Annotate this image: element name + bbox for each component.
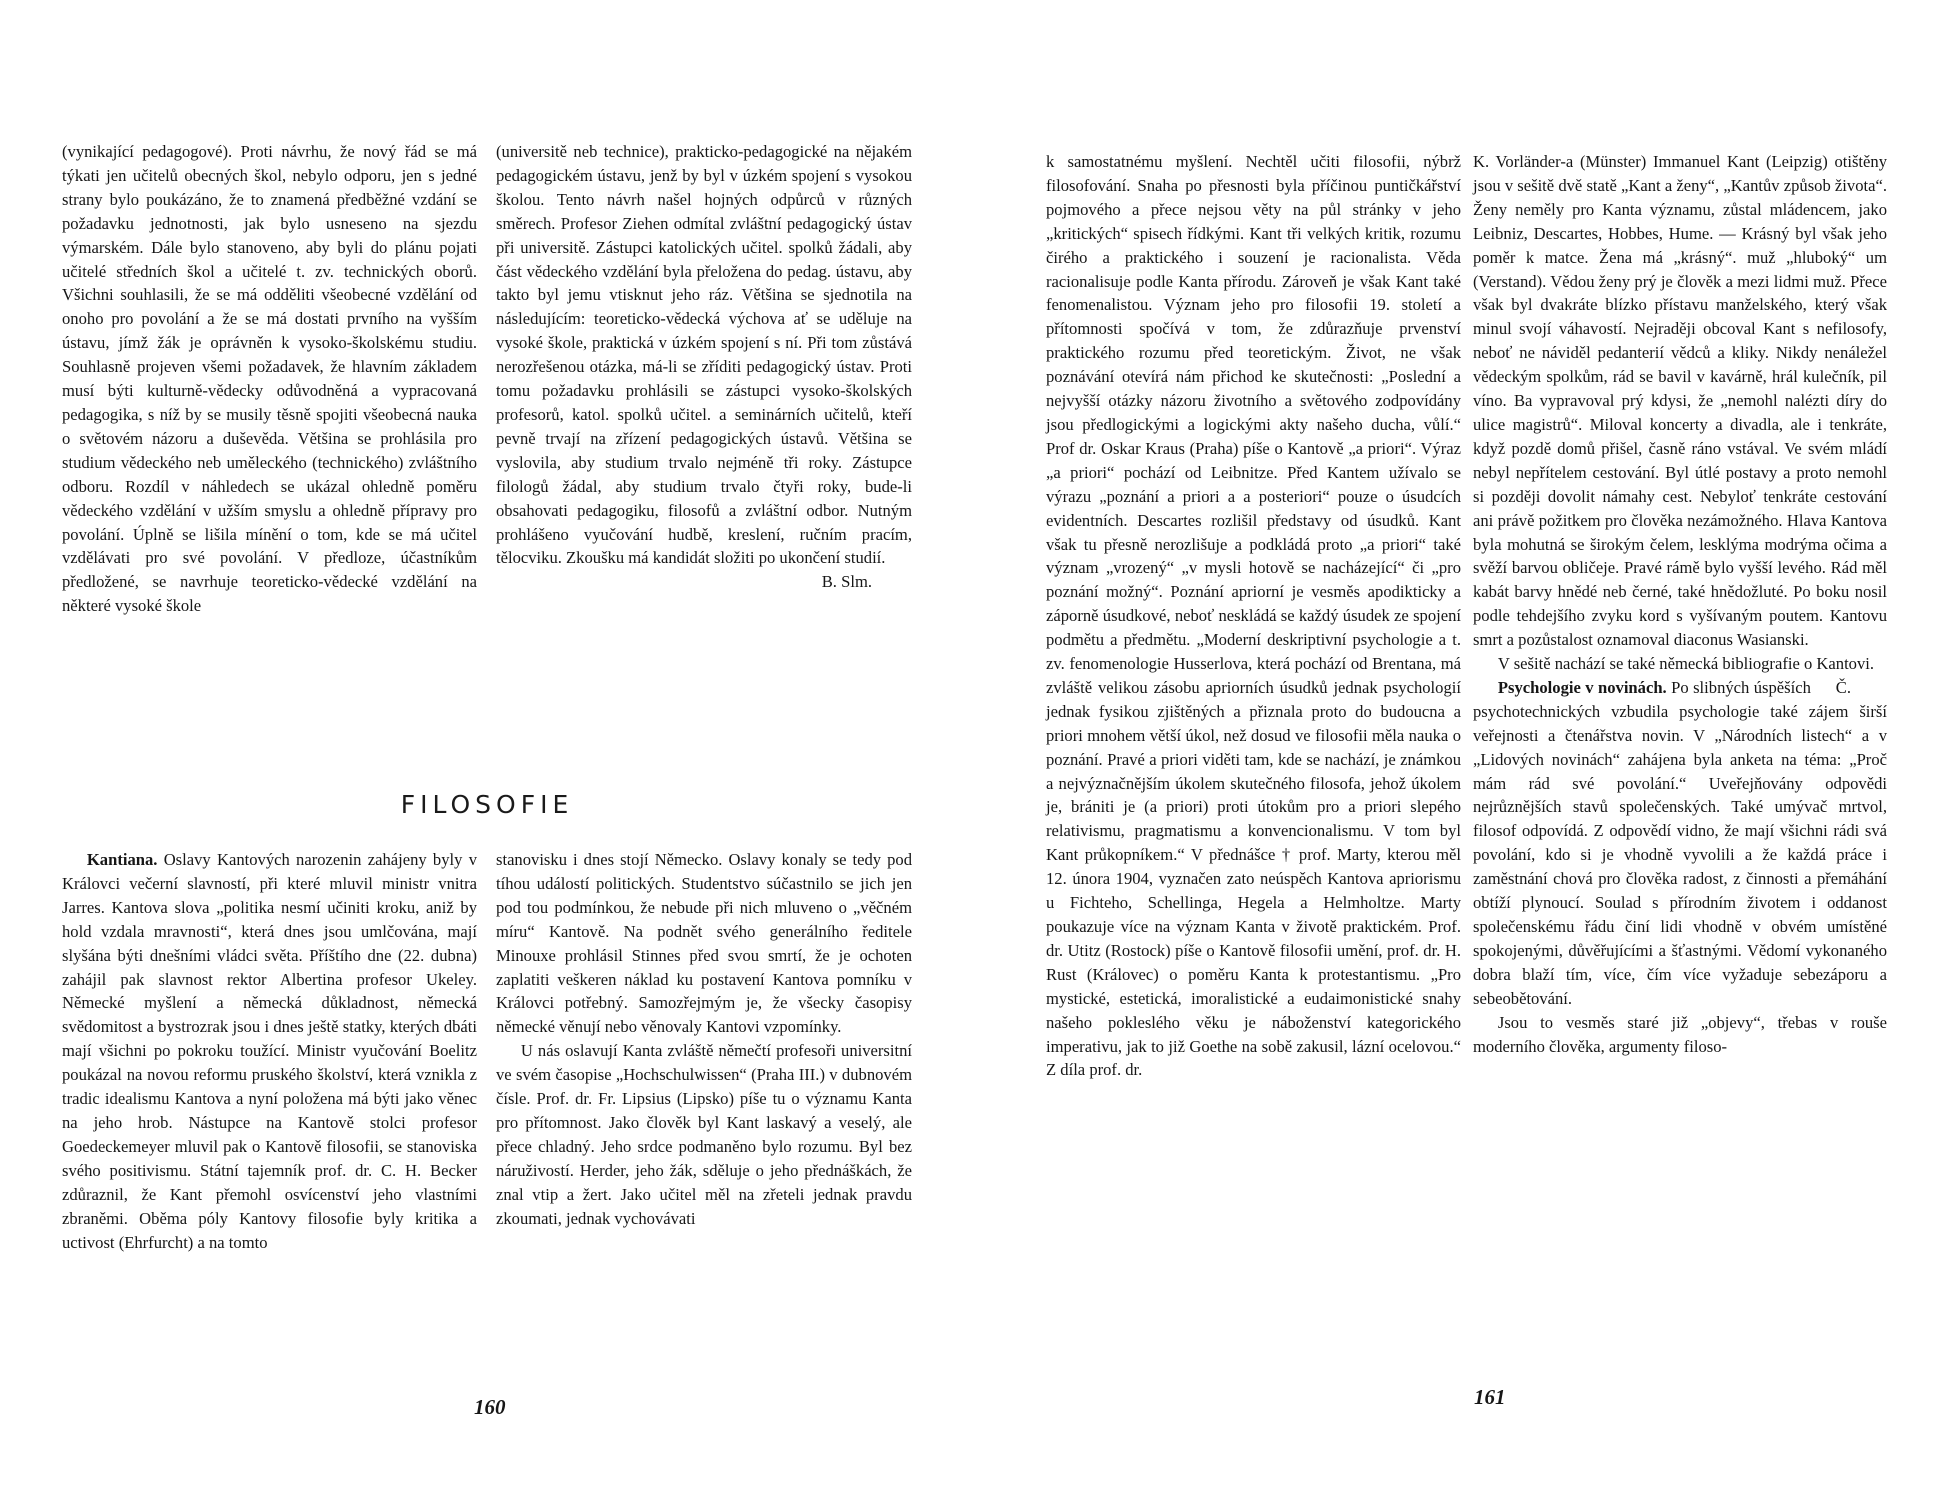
left-page-column-4 (496, 848, 912, 1231)
paragraph-text: V sešitě nachází se také německá bibliografie o Kantovi. (1497, 654, 1875, 674)
paragraph: K. Vorländer-a (Münster) Immanuel Kant (Leipzig) otištěny jsou v sešitě dvě statě „Kant a ženy“, „Kantův způsob života“. Ženy neměly pro Kanta významu, zůstal mládencem, jako Leibniz, Descartes, Hobbes, Hume. — Krásný byl však jeho poměr k matce. Žena má „krásný“. muž „hluboký“ um (Verstand). Vědou ženy prý je člověk a mezi lidmi muž. Přece však byl dvakráte blízko přístavu manželského, který však minul svojí váhavostí. Nejraději obcoval Kant s nefilosofy, neboť ne náviděl pedanterií vědců a kliky. Nikdy nenáležel vědeckým spolkům, rád se bavil v kavárně, hrál kulečník, pil víno. Ba vypravoval prý kdysi, že „nemohl nalézti díry do ulice magistrů“. Miloval koncerty a divadla, ale i tenkráte, když pozdě domů přišel, časně ráno vstával. Ve svém mládí nebyl nepřítelem cestování. Byl útlé postavy a proto nemohl si později dovolit námahy cest. Nebyloť tenkráte cestování ani právě požitkem pro člověka nezámožného. Hlava Kantova byla mohutná se širokým čelem, lesklýma modrýma očima a svěží barvou obličeje. Pravé rámě bylo vyšší levého. Rád měl kabát barvy hnědé neb černé, také hnědožluté. Po boku nosil podle tehdejšího zvyku kord s vyšívaným poutem. Kantovu smrt a pozůstalost oznamoval diaconus Wasianski. (1473, 152, 1887, 650)
paragraph (1473, 676, 1887, 1011)
paragraph: k samostatnému myšlení. Nechtěl učiti filosofii, nýbrž filosofování. Snaha po přesnosti byla příčinou puntičkářství pojmového a přece nejsou věty na půl stránky v jeho „kritických“ spisech řídkými. Kant tři velkých kritik, rozumu čirého a praktického i souzení je racionalista. Věda racionalisuje podle Kanta přírodu. Zároveň je však Kant také fenomenalistou. Význam jeho pro filosofii 19. století a přítomnosti spočívá v tom, že zdůrazňuje prvenství praktického rozumu před teoretickým. Život, ne však poznávání otevírá nám přichod ke skutečnosti: „Poslední a nejvyšší otázky názoru životního a světového zodpovídány jsou předlogickými a logickými akty našeho ducha, vůlí.“ Prof dr. Oskar Kraus (Praha) píše o Kantově „a priori“. Výraz „a priori“ pochází od Leibnitze. Před Kantem užívalo se výrazu „poznání a priori a a posteriori“ pouze o úsudcích evidentních. Descartes rozlišil představy od úsudků. Kant však tu přesně nerozlišuje a podkládá proto „a priori“ také význam „vrozený“ „v mysli hotově se nacházející“ či „pro poznání možný“. Poznání apriorní je vesměs apodikticky a záporně úsudkové, neboť neskládá se každý úsudek ze spojení podmětu a předmětu. „Moderní deskriptivní psychologie a t. zv. fenomenologie Husserlova, která pochází od Brentana, má zvláště velikou zásobu apriorních úsudků jednak psychologií jednak fysikou zjištěných a přiznala proto do budoucna a priori mnohem větší úkol, než dosud ve filosofii měla nauka o poznání. Pravé a priori viděti tam, kde se nachází, je známkou a nejvýznačnějším úkolem skutečného filosofa, jehož úkolem je, brániti je (a priori) proti útokům pro a priori slepého relativismu, pragmatismu a konvencionalismu. V tom byl Kant průkopníkem.“ V přednášce † prof. Marty, kterou měl 12. února 1904, vyznačen zato neúspěch Kantova apriorismu u Fichteho, Schellinga, Hegela a Helmholtze. Marty poukazuje více na význam Kanta v životě praktickém. Prof. dr. Utitz (Rostock) píše o Kantově filosofii umění, prof. dr. H. Rust (Královec) o poměru Kanta k protestantismu. „Pro mystické, estetická, imoralistické a eudaimonistické snahy našeho poklesléhо věku je náboženství kategorického imperativu, jak to již Goethe na sobě zakusil, lázní ocelovou.“ Z díla prof. dr. (1046, 152, 1461, 1080)
paragraph: Jsou to vesměs staré již „objevy“, třebas v rouše moderního člověka, argumenty filoso- (1473, 1012, 1887, 1056)
paragraph-text: Oslavy Kantových narozenin zahájeny byly v Královci večerní slavností, při které mluvil ministr vnitra Jarres. Kantova slova „politika nesmí učiniti kroku, aniž by hold vzdala mravnosti“, která dnes jsou umlčována, mají slyšána býti dnešními vládci světa. Příštího dne (22. dubna) zahájil pak slavnost rektor Albertina profesor Ukeley. Německé myšlení a německá důkladnost, německá svědomitost a bystrozrak jsou i dnes ještě statky, kterých dbáti mají všichni po pokroku toužící. Ministr vyučování Boelitz poukázal na novou reformu pruského školství, která vznikla z tradic idealismu Kantova a nyní položena má býti jako věnec na jeho hrob. Nástupce na Kantově stolci profesor Goedeckemeyer mluvil pak o Kantově filosofii, se stanoviska svého positivismu. Státní tajemník prof. dr. C. H. Becker zdůraznil, že Kant přemohl osvícenství jeho vlastními zbraněmi. Oběma póly Kantovy filosofie byly kritika a uctivost (Ehrfurcht) a na tomto (62, 850, 477, 1252)
author-signature: B. Slm. (821, 572, 872, 592)
left-page-column-3 (62, 848, 477, 1254)
paragraph: U nás oslavují Kanta zvláště němečtí profesoři universitní ve svém časopise „Hochschulwissen“ (Praha III.) v dubnovém čísle. Prof. dr. Fr. Lipsius (Lipsko) píše tu o významu Kanta pro přítomnost. Jako člověk byl Kant laskavý a veselý, ale přece chladný. Jeho srdce podmaněno bylo rozumu. Byl bez náruživostí. Herder, jeho žák, sděluje o jeho přednáškách, že znal vtip a žert. Jako učitel měl na zřeteli jednak pravdu zkoumati, jednak vychovávati (496, 1041, 912, 1228)
left-page-column-1 (62, 140, 477, 618)
paragraph: (vynikající pedagogové). Proti návrhu, že nový řád se má týkati jen učitelů obecných škol, nebylo odporu, jen s jedné strany bylo poukázáno, že to znamená předběžné vzdání se požadavku jednotnosti, jak bylo usneseno na sjezdu výmarském. Dále bylo stanoveno, aby byli do plánu pojati učitelé středních škol a učitelé t. zv. technických oborů. Všichni souhlasili, že se má odděliti všeobecné vzdělání od onoho pro povolání a že se má dostati prvního na vyšším ústavu, jímž žák je oprávněn k vysoko-školskému studiu. Souhlasně projeven všemi požadavek, že hlavním základem musí býti kulturně-vědecky odůvodněná a vypracovaná pedagogika, s níž by se musily těsně spojiti všeobecná nauka o světovém názoru a duševěda. Většina se prohlásila pro studium vědeckého neb uměleckého (technického) zvláštního odboru. Rozdíl v náhledech se ukázal ohledně poměru vědeckého vzdělání v užším smyslu a ohledně přípravy pro povolání. Úplně se lišila mínění o tom, kde se má učitel vzdělávati pro své povolání. V předloze, účastníkům předložené, se navrhuje teoreticko-vědecké vzdělání na některé vysoké škole (62, 142, 477, 616)
page-number: 160 (474, 1395, 506, 1419)
right-page-column-1 (1046, 150, 1461, 1082)
article-heading: Psychologie v novinách. (1497, 677, 1667, 697)
paragraph-text: (universitě neb technice), prakticko-pedagogické na nějakém pedagogickém ústavu, jenž by byl v úzkém spojení s vysokou školou. Tento návrh našel hojných odpůrců v různých směrech. Profesor Ziehen odmítal zvláštní pedagogický ústav při universitě. Zástupci katolických učitel. spolků žádali, aby část vědeckého vzdělání byla přeložena do pedag. ústavu, aby takto byl jemu vtisknut jeho ráz. Většina se sjednotila na následujícím: teoreticko-vědecká výchova ať se uděluje na vysoké škole, praktická v úzkém spojení s ní. Při tom zůstává nerozřešenou otázka, má-li se zříditi pedagogický ústav. Proti tomu požadavku prohlásili se zástupci vysoko-školských profesorů, katol. spolků učitel. a seminárních učitelů, kteří pevně trvají na zřízení pedagogických ústavů. Většina se vyslovila, aby studium trvalo nejméně tři roky. Zástupce filologů žádal, aby studium trvalo čtyři roky, bude-li obsahovati pedagogiku, filosofů a zvláštní odbor. Nutným prohlášeno vyučování hudbě, kreslení, ručním pracím, tělocviku. Zkoušku má kandidát složiti po ukončení studií. (496, 142, 912, 568)
author-signature: Č. (1835, 677, 1851, 697)
section-title: FILOSOFIE (400, 790, 574, 819)
paragraph (62, 848, 477, 1254)
paragraph: stanovisku i dnes stojí Německo. Oslavy konaly se tedy pod tíhou událostí politických. Studentstvo súčastnilo se jich jen pod tou podmínkou, že nebude při nich mluveno o „věčném míru“ Kantově. Na podnět svého generálního ředitele Minouxe prohlásil Stinnes před svou smrtí, že je ochoten zaplatiti veškeren náklad ku postavení Kantova pomníku v Královci potřebný. Samozřejmým je, že všecky časopisy německé věnují nebo věnovaly Kantovi vzpomínky. (496, 850, 912, 1037)
right-page-column-2 (1473, 150, 1887, 1058)
paragraph (496, 140, 912, 592)
page-number: 161 (1474, 1385, 1506, 1409)
article-heading: Kantiana. (86, 850, 158, 869)
paragraph-text: Po slibných úspěších psychotechnických vzbudila psychologie také zájem širší veřejnosti a čtenářstva novin. V „Národních listech“ a v „Lidových novinách“ zahájena byla anketa na téma: „Proč mám rád své povolání.“ Uveřejňovány odpovědi nejrůznějších stavů společenských. Také umývač mrtvol, filosof odpovídá. Z odpovědí vidno, že mají všichni rádi svá povolání, kdo si je vhodně vyvolili a že každá práce i zaměstnání chová pro člověka radost, z činnosti a přemáhání obtíží plynoucí. Soulad s přírodním životem i oddanost společenskému řádu činí lidi vhodně v obvém umístěné spokojenými, důvěřujícími a šťastnými. Vědomí vykonaného dobra blaží tím, více, čím více vyžaduje sebezáporu a sebeobětování. (1473, 677, 1887, 1008)
left-page-column-2 (496, 140, 912, 594)
